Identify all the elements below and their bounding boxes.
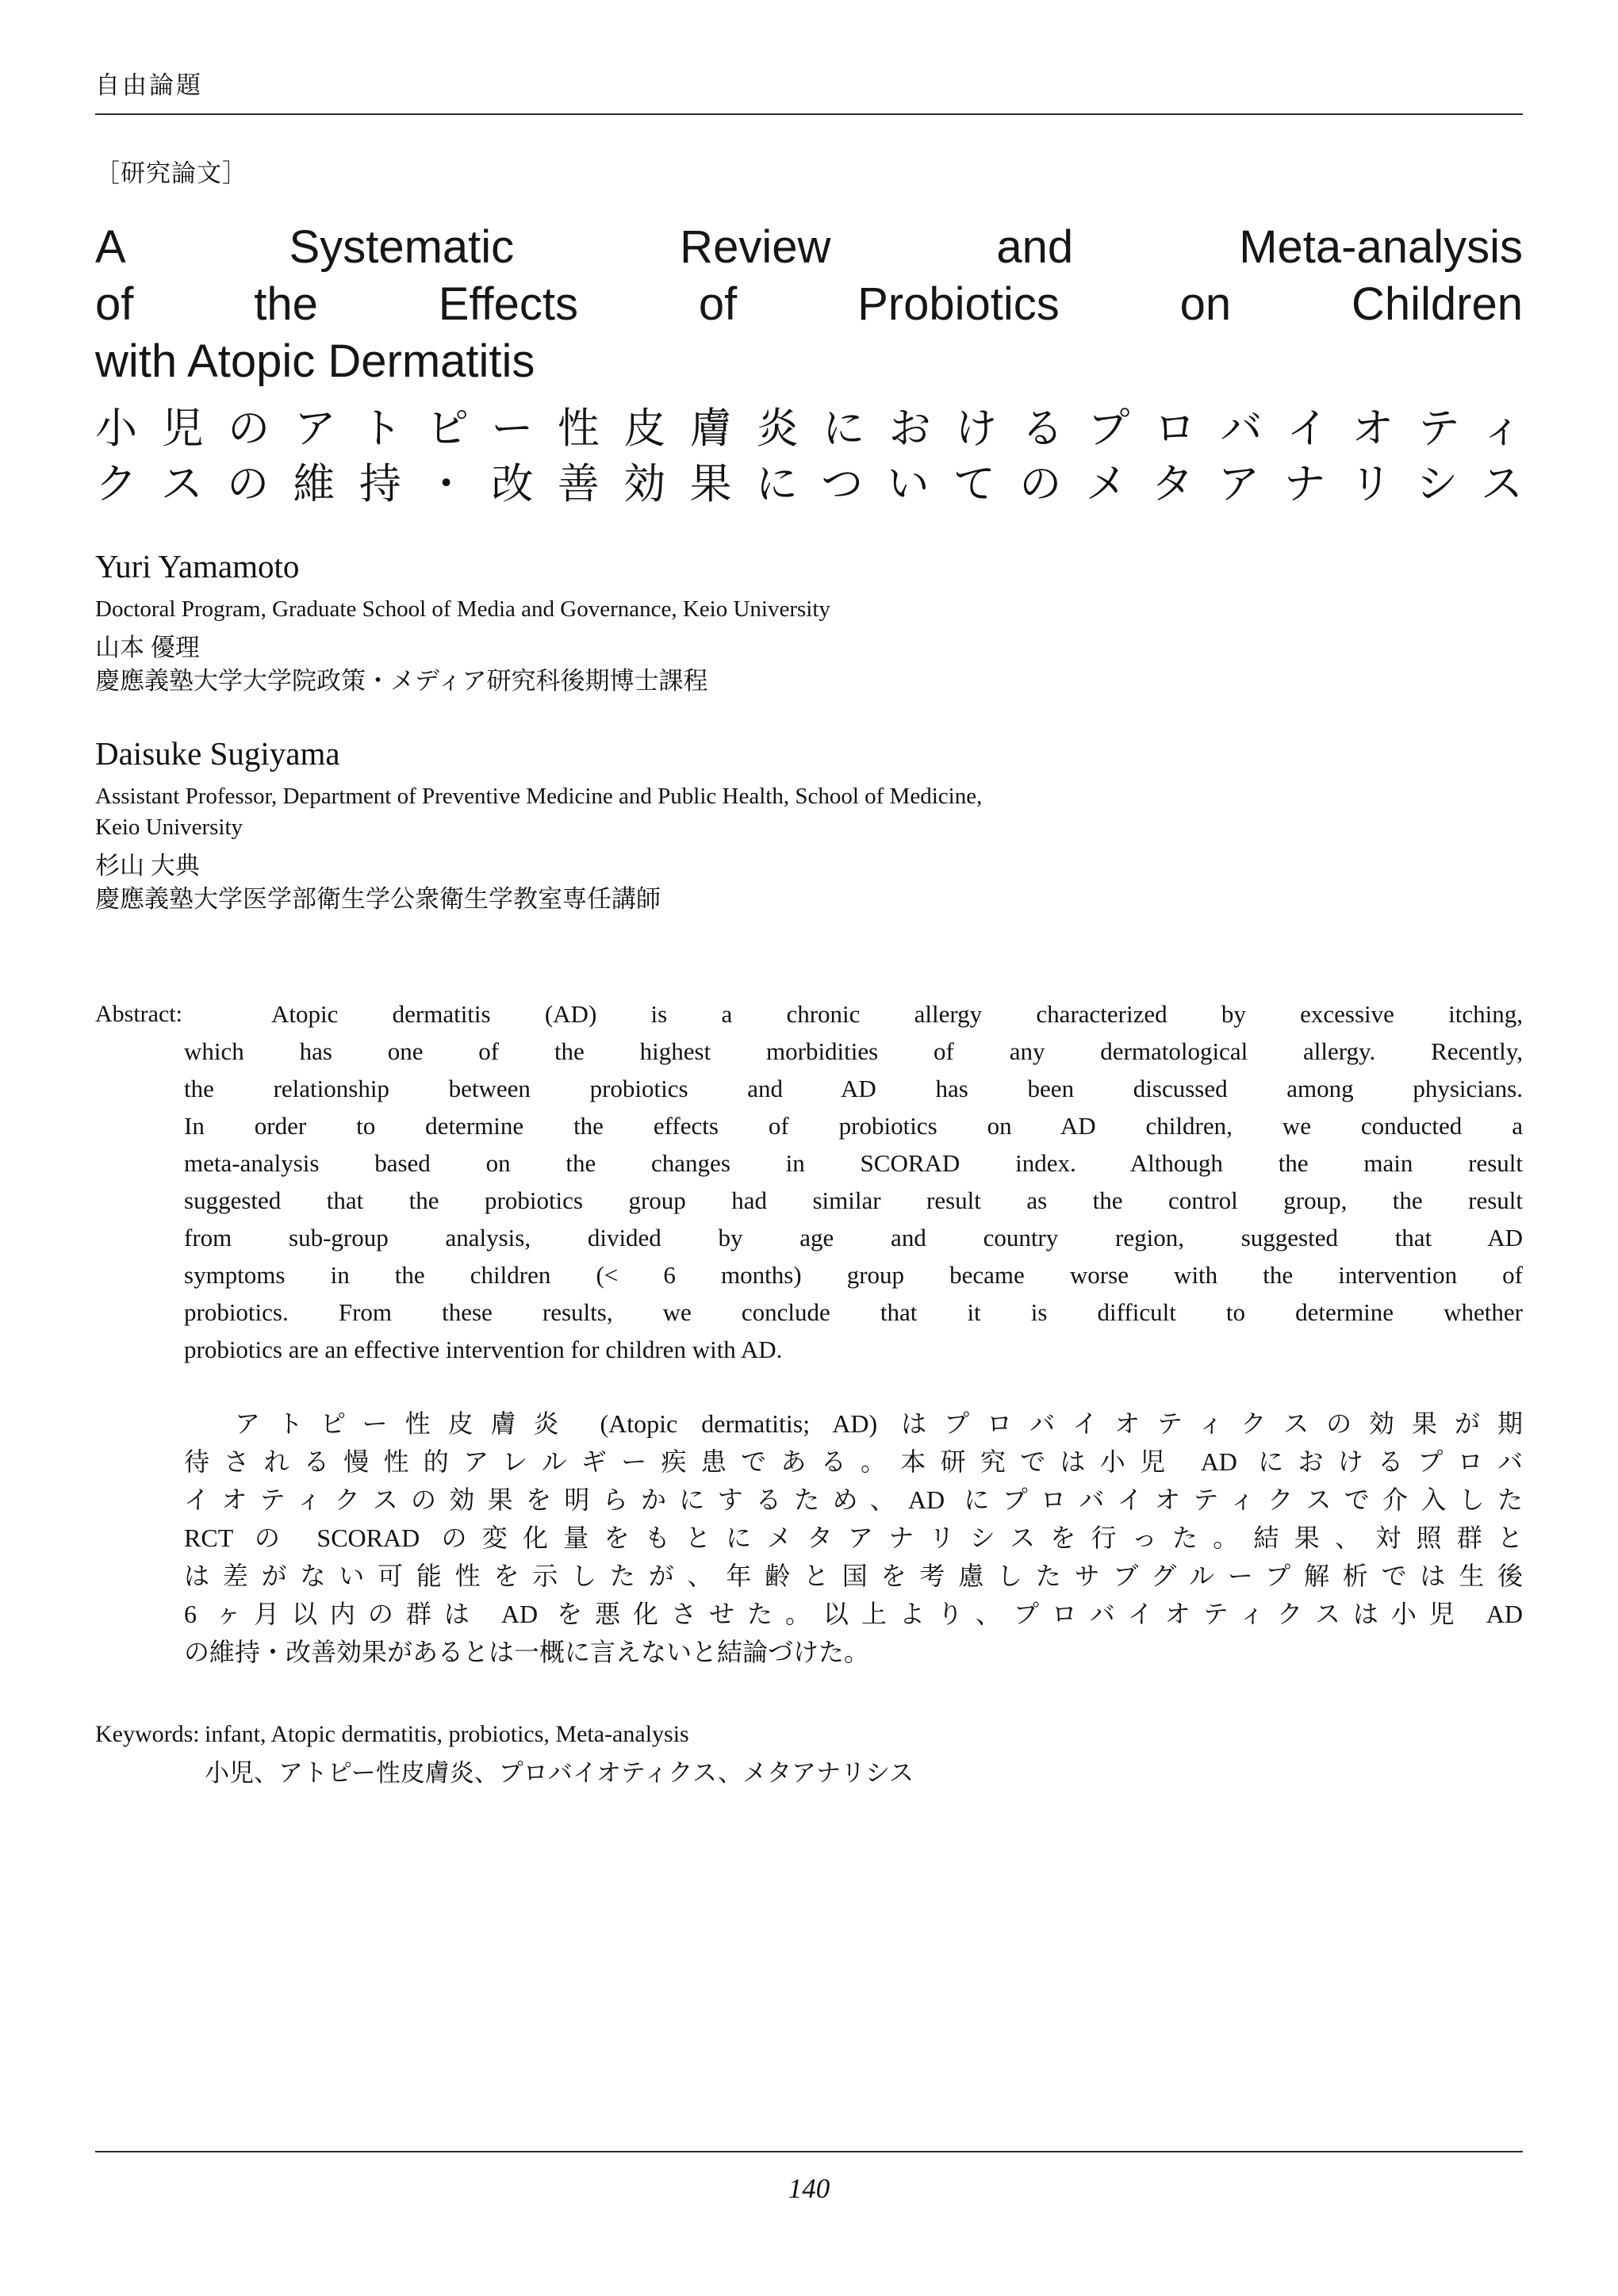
abstract-en-line: symptoms in the children (< 6 months) group became worse with the intervention of — [184, 1261, 1523, 1290]
page-number: 140 — [788, 2173, 830, 2204]
abstract-en-line: probiotics are an effective intervention for children with AD. — [184, 1336, 783, 1364]
keywords-section — [95, 1715, 1523, 1794]
abstract-text-ja — [184, 1405, 1523, 1671]
abstract-en-line: Atopic dermatitis (AD) is a chronic allergy characterized by excessive itching, — [271, 1000, 1523, 1029]
abstract-ja-line: 待される慢性的アレルギー疾患である。本研究では小児 AD におけるプロバ — [184, 1447, 1524, 1477]
abstract-en-line: probiotics. From these results, we conclude that it is difficult to determine whether — [184, 1298, 1523, 1327]
abstract-ja-line: 6 ヶ月以内の群は AD を悪化させた。以上より、プロバイオティクスは小児 AD — [184, 1600, 1523, 1629]
author-block — [95, 547, 1523, 698]
abstract-en-line: the relationship between probiotics and AD has been discussed among physicians. — [184, 1075, 1523, 1103]
abstract-ja-line: は差がない可能性を示したが、年齢と国を考慮したサブグループ解析では生後 — [184, 1562, 1523, 1591]
abstract-ja-line: アトピー性皮膚炎 (Atopic dermatitis; AD) はプロバイオティクスの効果が期 — [235, 1409, 1523, 1439]
title-ja-line: クスの維持・改善効果についてのメタアナリシス — [95, 462, 1523, 508]
header-rule — [95, 113, 1523, 115]
author-block — [95, 734, 1523, 916]
article-title-ja — [95, 401, 1523, 512]
abstract-en-line: from sub-group analysis, divided by age and country region, suggested that AD — [184, 1224, 1523, 1252]
keywords-ja: 小児、アトピー性皮膚炎、プロバイオティクス、メタアナリシス — [205, 1759, 914, 1788]
title-ja-line: 小児のアトピー性皮膚炎におけるプロバイオティ — [95, 406, 1523, 452]
abstract-label: Abstract: — [95, 1001, 182, 1028]
keywords-en: infant, Atopic dermatitis, probiotics, Meta-analysis — [205, 1721, 689, 1748]
article-type-label: ［研究論文］ — [95, 159, 247, 187]
title-en-line: A Systematic Review and Meta-analysis — [95, 221, 1523, 273]
author-affiliation-ja: 慶應義塾大学大学院政策・メディア研究科後期博士課程 — [95, 667, 708, 696]
author-affiliation-en — [95, 594, 1523, 625]
abstract-en-line: which has one of the highest morbidities of any dermatological allergy. Recently, — [184, 1037, 1523, 1066]
title-en-line: of the Effects of Probiotics on Children — [95, 278, 1523, 330]
abstract-en-line: suggested that the probiotics group had similar result as the control group, the result — [184, 1186, 1523, 1215]
keywords-label: Keywords: — [95, 1721, 200, 1748]
author-affiliation-en-line: Assistant Professor, Department of Preventive Medicine and Public Health, School of Medicine, — [95, 784, 983, 810]
abstract-section — [95, 995, 1523, 1368]
title-en-line: with Atopic Dermatitis — [95, 335, 535, 387]
abstract-ja-line: イオティクスの効果を明らかにするため、AD にプロバイオティクスで介入した — [184, 1485, 1523, 1515]
author-affiliation-en-line: Doctoral Program, Graduate School of Media and Governance, Keio University — [95, 596, 830, 623]
author-affiliation-ja: 慶應義塾大学医学部衛生学公衆衛生学教室専任講師 — [95, 885, 661, 914]
page-footer — [95, 2151, 1523, 2296]
abstract-ja-line: RCT の SCORAD の変化量をもとにメタアナリシスを行った。結果、対照群と — [184, 1524, 1523, 1553]
author-affiliation-en — [95, 781, 1523, 843]
article-title-en — [95, 219, 1523, 390]
author-name-ja: 山本 優理 — [95, 634, 200, 662]
author-name-en: Daisuke Sugiyama — [95, 735, 340, 772]
author-name-en: Yuri Yamamoto — [95, 548, 300, 585]
journal-section-label: 自由論題 — [95, 71, 203, 99]
abstract-text-en — [184, 995, 1523, 1368]
abstract-en-line: In order to determine the effects of probiotics on AD children, we conducted a — [184, 1112, 1523, 1140]
footer-rule — [95, 2151, 1523, 2152]
abstract-ja-line: の維持・改善効果があるとは一概に言えないと結論づけた。 — [184, 1638, 870, 1667]
author-affiliation-en-line: Keio University — [95, 815, 243, 841]
author-name-ja: 杉山 大典 — [95, 852, 200, 880]
keywords-values — [205, 1715, 1523, 1794]
abstract-en-line: meta-analysis based on the changes in SCORAD index. Although the main result — [184, 1149, 1523, 1178]
